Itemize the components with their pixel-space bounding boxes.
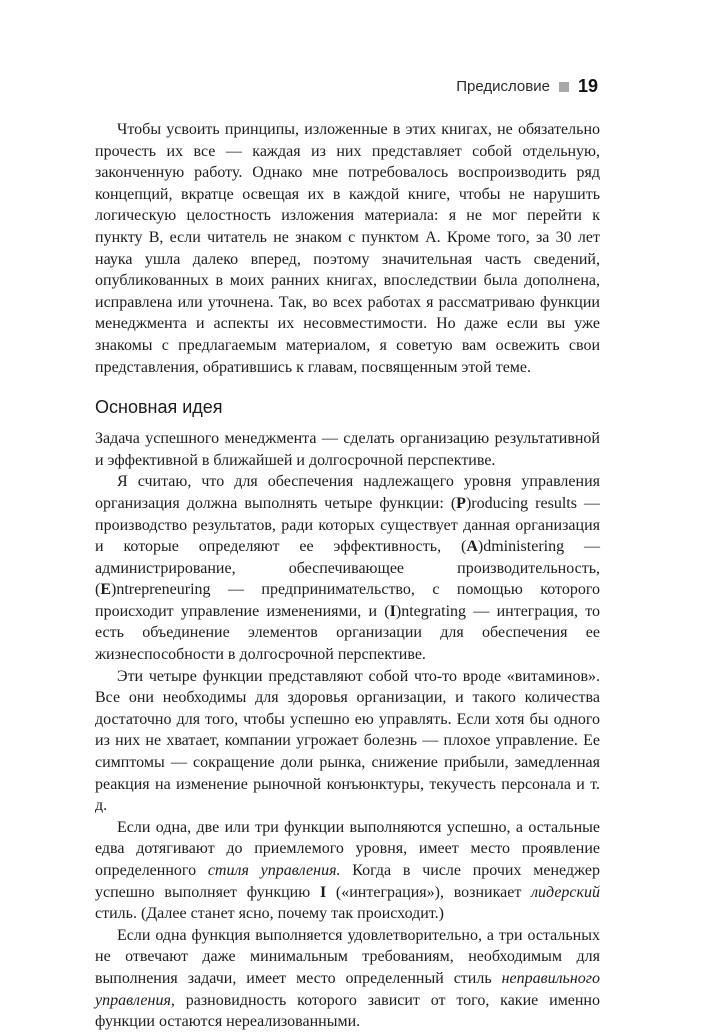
- page-body: [95, 119, 600, 1033]
- bold-letter-i: I: [389, 602, 396, 620]
- text-run: Я считаю, что для обеспечения надлежащего уровня управления организация должна выполнять четыре функции: (: [95, 473, 600, 512]
- italic-term: стиля управления.: [207, 862, 341, 879]
- bold-letter-p: P: [456, 494, 466, 512]
- bold-letter-e: E: [100, 581, 111, 599]
- text-run: Если одна, две или три функции выполняются успешно, а остальные едва дотягивают до приемлемого уровня, имеет место проявление определенного: [95, 818, 600, 879]
- bold-letter-a: A: [466, 538, 478, 556]
- text-run: )ntegrating — интеграция, то есть объединение элементов организации для обеспечения ее жизнеспособности в долгосрочной перспективе.: [95, 602, 600, 664]
- section-heading: Основная идея: [95, 397, 223, 418]
- italic-term: неправильного управления: [95, 969, 600, 1009]
- running-header-title: Предисловие: [456, 78, 550, 95]
- text-run: , разновидность которого зависит от того, какие именно функции остаются нереализованными.: [95, 991, 600, 1031]
- text-run: Если одна функция выполняется удовлетворительно, а три остальных не отвечают даже минимальным требованиям, необходимым для выполнения задачи, имеет место определенный стиль: [95, 926, 600, 987]
- running-header: [456, 76, 598, 97]
- text-run: )ntrepreneuring — предпринимательство, с помощью которого происходит управление изменениями, и (: [95, 581, 600, 620]
- text-run: )roducing results — производство результатов, ради которых существует данная организация и которые определяют ее эффективность, (: [95, 494, 600, 556]
- italic-term: лидерский: [531, 883, 601, 901]
- page-number: 19: [577, 76, 598, 96]
- text-run: («интеграция»), возникает: [326, 883, 532, 901]
- section-paragraph-1: Задача успешного менеджмента — сделать организацию результативной и эффективной в ближайшей и долгосрочной перспективе.: [95, 430, 600, 469]
- bold-letter-i: I: [319, 883, 327, 901]
- section-paragraph-3: Эти четыре функции представляют собой что-то вроде «витаминов». Все они необходимы для здоровья организации, и такого количества достаточно для того, чтобы успешно ею управлять. Если хотя бы одного из них не хватает, компании угрожает болезнь — плохое управление. Ее симптомы — сокращение доли рынка, снижение прибыли, замедленная реакция на изменение рыночной конъюнктуры, текучесть персонала и т. д.: [95, 667, 600, 815]
- section-paragraph-5: [95, 925, 600, 1033]
- header-square-icon: [559, 82, 569, 92]
- intro-paragraph: Чтобы усвоить принципы, изложенные в этих книгах, не обязательно прочесть их все — каждая из них представляет собой отдельную, законченную работу. Однако мне потребовалось воспроизводить ряд концепций, вкратце освещая их в каждой книге, чтобы не нарушить логическую целостность изложения материала: я не мог перейти к пункту B, если читатель не знаком с пунктом A. Кроме того, за 30 лет наука ушла далеко вперед, поэтому значительная часть сведений, опубликованных в моих ранних книгах, впоследствии была дополнена, исправлена или уточнена. Так, во всех работах я рассматриваю функции менеджмента и аспекты их несовместимости. Но даже если вы уже знакомы с предлагаемым материалом, я советую вам освежить свои представления, обратившись к главам, посвященным этой теме.: [95, 121, 600, 376]
- text-run: )dministering — администрирование, обеспечивающее производительность, (: [95, 538, 600, 599]
- text-run: стиль. (Далее станет ясно, почему так происходит.): [95, 905, 444, 923]
- section-paragraph-4: [95, 817, 600, 925]
- text-run: Когда в числе прочих менеджер успешно выполняет функцию: [95, 862, 600, 901]
- section-paragraph-2: [95, 471, 600, 665]
